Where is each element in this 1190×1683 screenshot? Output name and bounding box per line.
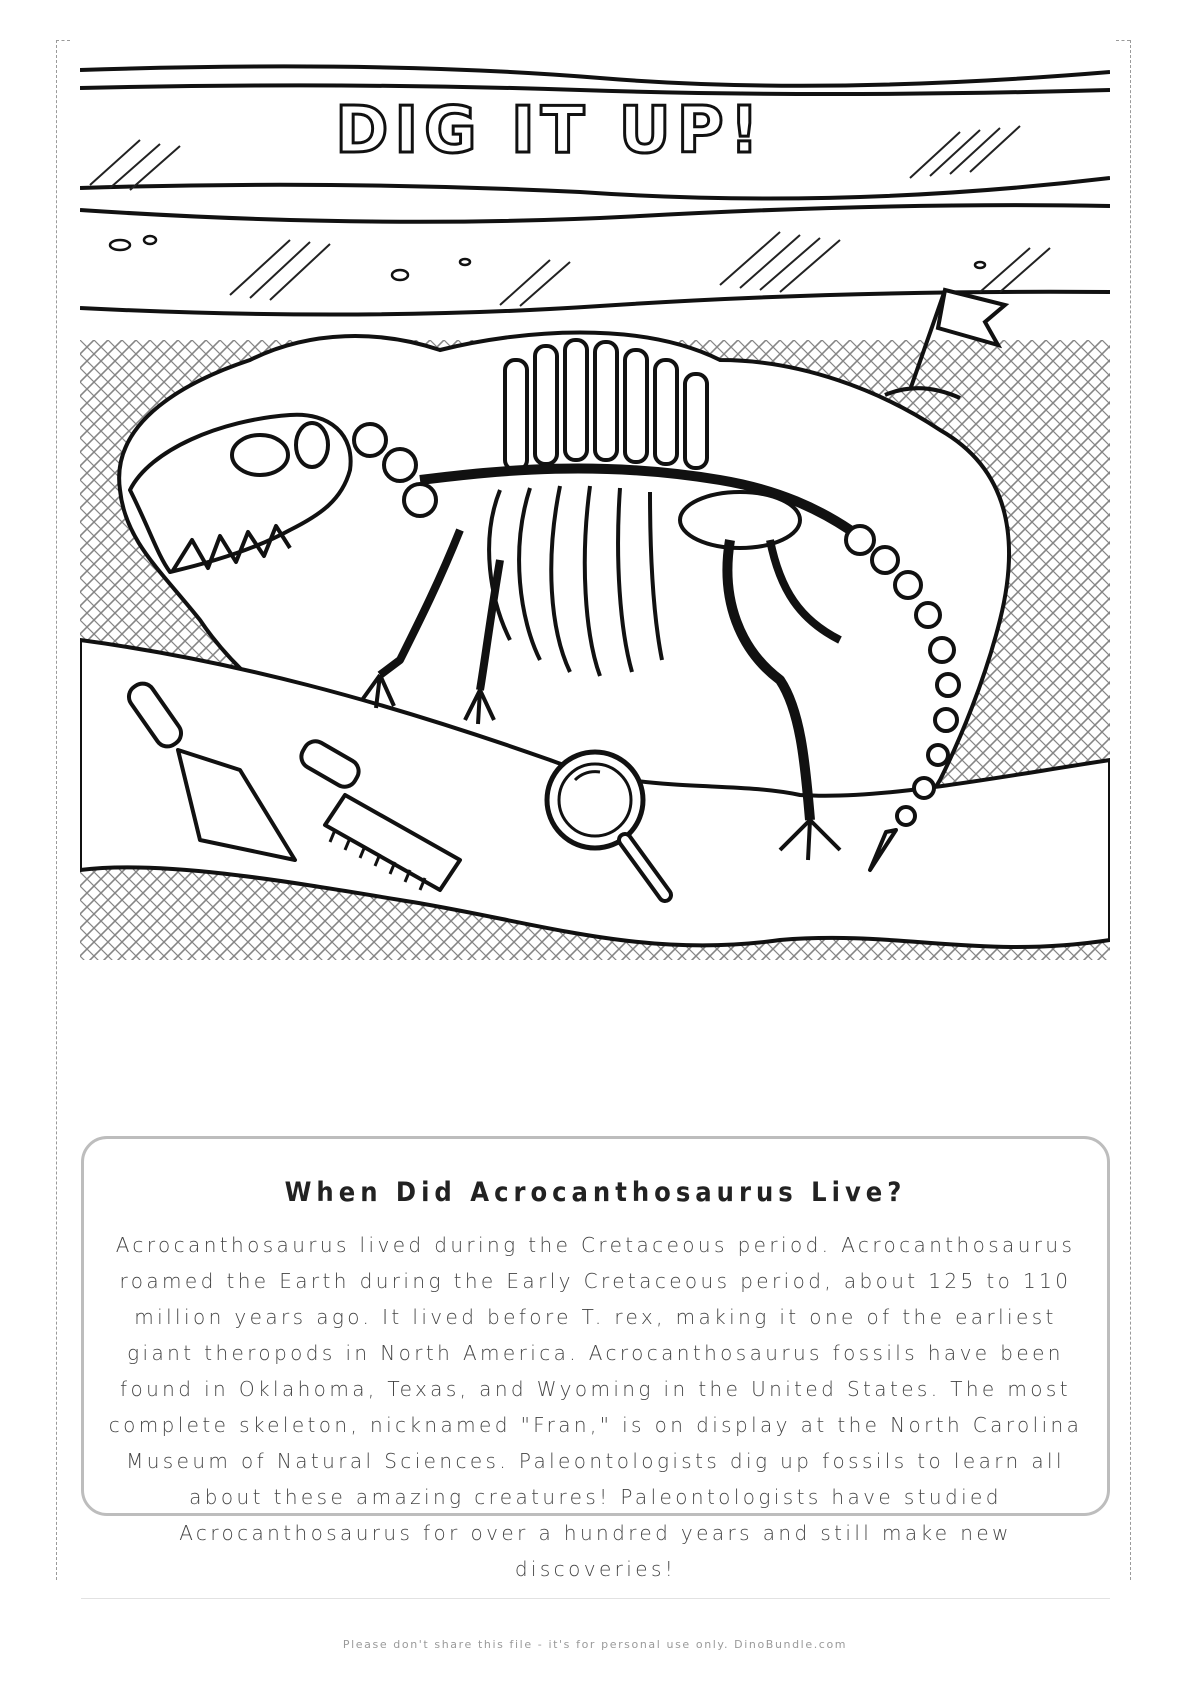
info-card: [81, 1136, 1110, 1581]
cut-line-top-left: [56, 40, 70, 41]
dig-site-illustration: [80, 60, 1110, 1040]
footer-notice: Please don't share this file - it's for personal use only. DinoBundle.com: [342, 1638, 848, 1651]
cut-line-left: [56, 40, 57, 1580]
footer-divider: [81, 1598, 1110, 1599]
cut-line-right: [1130, 40, 1131, 1580]
dig-it-up-title: DIG IT UP!: [335, 94, 765, 168]
info-body-text: Acrocanthosaurus lived during the Cretaceous period. Acrocanthosaurus roamed the Earth during the Early Cretaceous period, about 125 to 110 million years ago. It lived before T. rex, making it one of the earliest giant theropods in North America. Acrocanthosaurus fossils have been found in Oklahoma, Texas, and Wyoming in the United States. The most complete skeleton, nicknamed "Fran," is on display at the North Carolina Museum of Natural Sciences. Paleontologists dig up fossils to learn all about these amazing creatures! Paleontologists have studied Acrocanthosaurus for over a hundred years and still make new discoveries!: [108, 1233, 1083, 1581]
info-heading: When Did Acrocanthosaurus Live?: [284, 1177, 907, 1208]
cut-line-top-right: [1116, 40, 1130, 41]
